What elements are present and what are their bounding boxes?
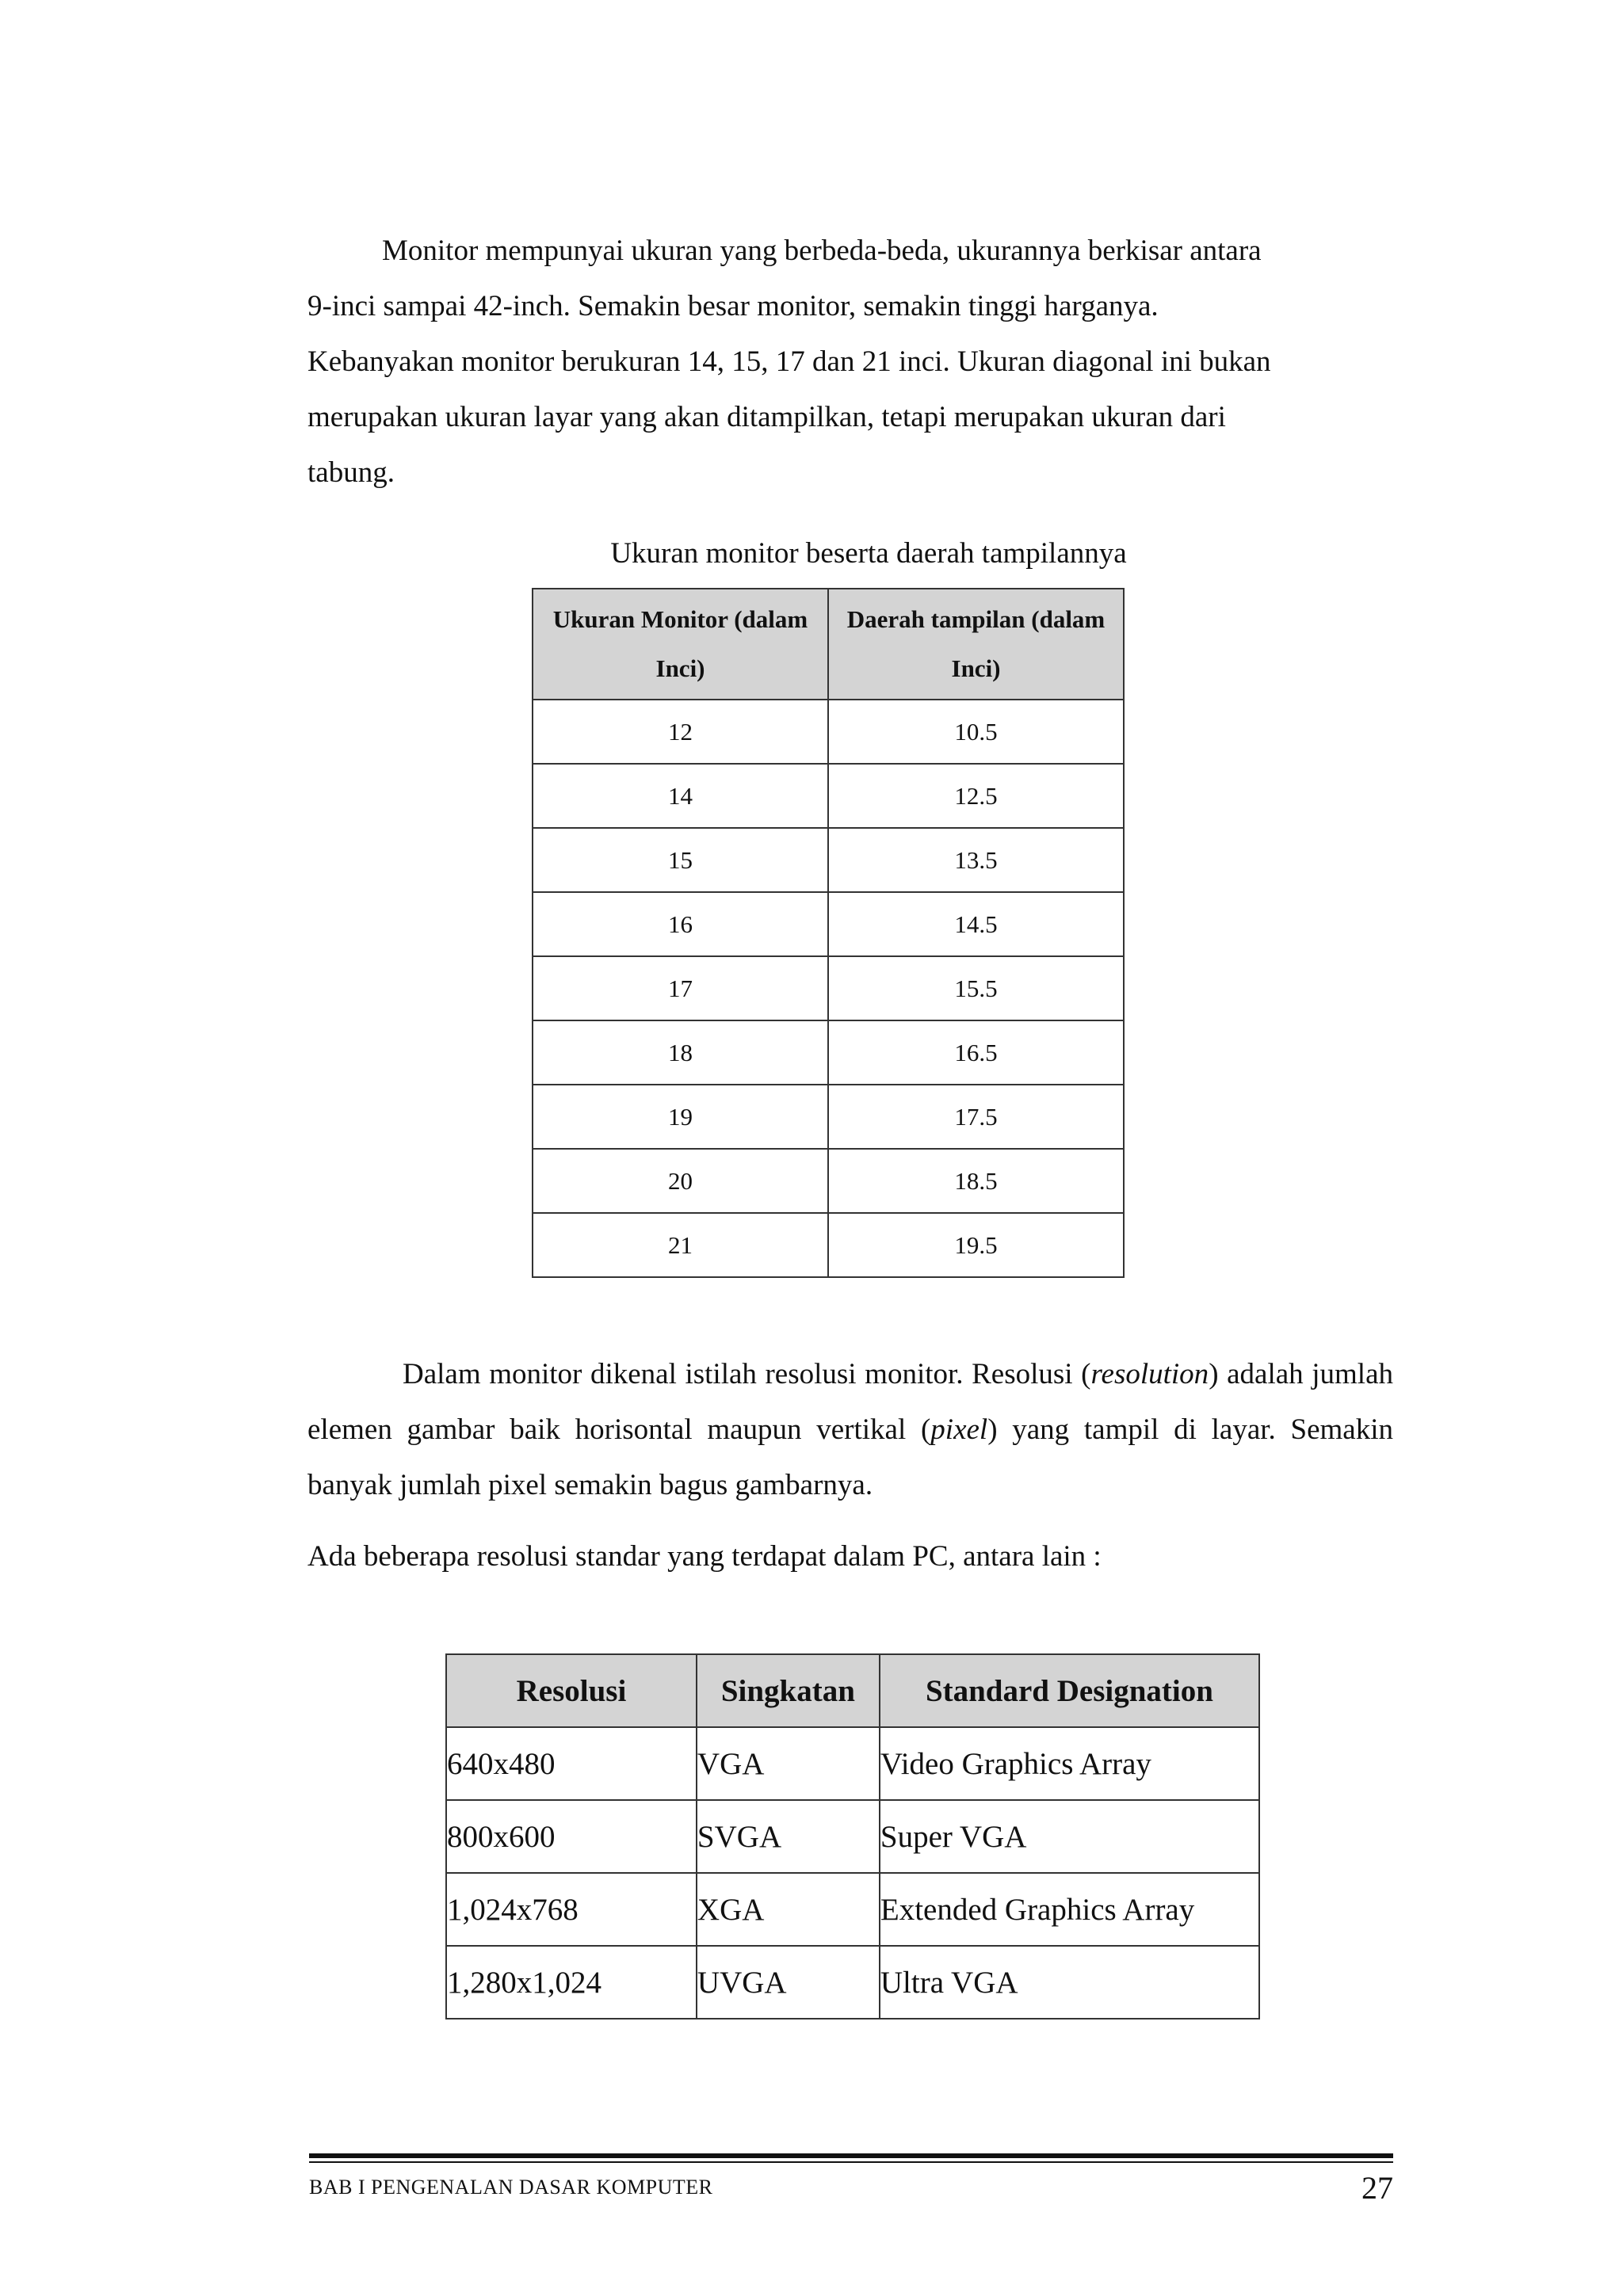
table-row — [533, 828, 1124, 892]
table-row — [446, 1727, 1259, 1800]
table-row — [533, 1149, 1124, 1213]
cell-resolution: 800x600 — [446, 1800, 697, 1873]
footer-chapter-title: BAB I PENGENALAN DASAR KOMPUTER — [309, 2176, 713, 2199]
cell-size: 16 — [533, 892, 828, 956]
header-resolution: Resolusi — [446, 1654, 697, 1727]
cell-size: 12 — [533, 700, 828, 764]
cell-area: 14.5 — [828, 892, 1124, 956]
cell-size: 14 — [533, 764, 828, 828]
table-row — [533, 700, 1124, 764]
paragraph-monitor-size — [307, 223, 1393, 501]
cell-size: 20 — [533, 1149, 828, 1213]
header-display-area: Daerah tampilan (dalam Inci) — [828, 589, 1124, 700]
cell-designation: Extended Graphics Array — [880, 1873, 1259, 1946]
table-row — [533, 892, 1124, 956]
cell-area: 18.5 — [828, 1149, 1124, 1213]
monitor-size-table — [532, 588, 1125, 1278]
footer-rule-thin — [309, 2161, 1393, 2163]
cell-area: 17.5 — [828, 1085, 1124, 1149]
table-row — [533, 1085, 1124, 1149]
cell-area: 16.5 — [828, 1020, 1124, 1085]
paragraph-line: merupakan ukuran layar yang akan ditampilkan, tetapi merupakan ukuran dari — [307, 401, 1226, 433]
cell-size: 17 — [533, 956, 828, 1020]
cell-resolution: 640x480 — [446, 1727, 697, 1800]
cell-area: 12.5 — [828, 764, 1124, 828]
table-row — [533, 956, 1124, 1020]
cell-designation: Video Graphics Array — [880, 1727, 1259, 1800]
paragraph-resolution: Dalam monitor dikenal istilah resolusi monitor. Resolusi (resolution) adalah jumlah elemen gambar baik horisontal maupun vertikal (pixel) yang tampil di layar. Semakin banyak jumlah pixel semakin bagus gambarnya. — [307, 1358, 1393, 1501]
paragraph-line: 9-inci sampai 42-inch. Semakin besar monitor, semakin tinggi harganya. — [307, 290, 1159, 322]
paragraph-line: Monitor mempunyai ukuran yang berbeda-beda, ukurannya berkisar antara — [382, 235, 1262, 267]
header-designation: Standard Designation — [880, 1654, 1259, 1727]
cell-abbreviation: XGA — [697, 1873, 880, 1946]
page-number: 27 — [1361, 2170, 1393, 2206]
paragraph-line: tabung. — [307, 456, 395, 489]
cell-area: 13.5 — [828, 828, 1124, 892]
cell-size: 19 — [533, 1085, 828, 1149]
header-monitor-size: Ukuran Monitor (dalam Inci) — [533, 589, 828, 700]
cell-size: 15 — [533, 828, 828, 892]
table-row — [446, 1800, 1259, 1873]
italic-term: pixel — [930, 1413, 988, 1446]
cell-area: 19.5 — [828, 1213, 1124, 1277]
cell-size: 21 — [533, 1213, 828, 1277]
cell-abbreviation: UVGA — [697, 1946, 880, 2019]
cell-resolution: 1,024x768 — [446, 1873, 697, 1946]
cell-area: 10.5 — [828, 700, 1124, 764]
table-row — [446, 1946, 1259, 2019]
cell-size: 18 — [533, 1020, 828, 1085]
italic-term: resolution — [1090, 1358, 1209, 1390]
table-header-row — [446, 1654, 1259, 1727]
cell-area: 15.5 — [828, 956, 1124, 1020]
cell-resolution: 1,280x1,024 — [446, 1946, 697, 2019]
cell-designation: Super VGA — [880, 1800, 1259, 1873]
table-row — [533, 764, 1124, 828]
table-row — [533, 1213, 1124, 1277]
paragraph-line: Kebanyakan monitor berukuran 14, 15, 17 dan 21 inci. Ukuran diagonal ini bukan — [307, 345, 1271, 378]
cell-abbreviation: SVGA — [697, 1800, 880, 1873]
header-abbreviation: Singkatan — [697, 1654, 880, 1727]
table-header-row — [533, 589, 1124, 700]
footer-rule — [309, 2153, 1393, 2158]
table-row — [533, 1020, 1124, 1085]
cell-designation: Ultra VGA — [880, 1946, 1259, 2019]
resolution-table — [445, 1653, 1260, 2019]
table-row — [446, 1873, 1259, 1946]
cell-abbreviation: VGA — [697, 1727, 880, 1800]
paragraph-standard-resolutions: Ada beberapa resolusi standar yang terdapat dalam PC, antara lain : — [307, 1540, 1102, 1573]
table1-caption: Ukuran monitor beserta daerah tampilannya — [610, 537, 1127, 570]
